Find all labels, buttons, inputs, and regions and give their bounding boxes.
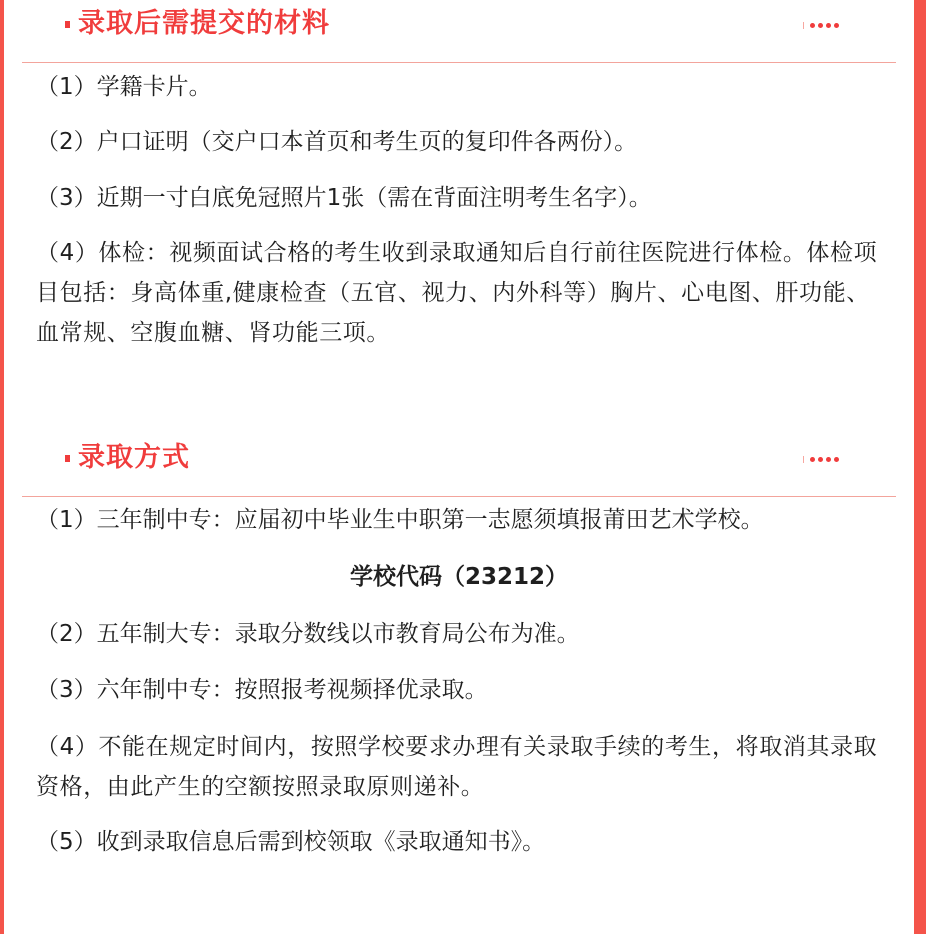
list-item: （4）不能在规定时间内，按照学校要求办理有关录取手续的考生，将取消其录取资格，由此产生的空额按照录取原则递补。 (36, 734, 878, 800)
dots-decoration-icon (803, 456, 842, 463)
list-item: （5）收到录取信息后需到校领取《录取通知书》。 (36, 829, 546, 855)
section-divider (22, 62, 896, 63)
list-item: （1）学籍卡片。 (36, 74, 212, 100)
school-code: 学校代码（23212） (349, 564, 569, 590)
dots-decoration-icon (803, 22, 842, 29)
page-border-right (914, 0, 926, 934)
list-item: （3）六年制中专：按照报考视频择优录取。 (36, 677, 488, 703)
title-marker-icon (65, 455, 70, 462)
section-title: 录取后需提交的材料 (78, 8, 330, 39)
section-title: 录取方式 (78, 442, 190, 473)
list-item: （2）户口证明（交户口本首页和考生页的复印件各两份）。 (36, 129, 638, 155)
list-item: （1）三年制中专：应届初中毕业生中职第一志愿须填报莆田艺术学校。 (36, 507, 764, 533)
list-item: （3）近期一寸白底免冠照片1张（需在背面注明考生名字）。 (36, 185, 652, 211)
page-border-left (0, 0, 4, 934)
section-header-admission (22, 438, 896, 478)
section-divider (22, 496, 896, 497)
list-item: （2）五年制大专：录取分数线以市教育局公布为准。 (36, 621, 580, 647)
title-marker-icon (65, 21, 70, 28)
list-item: （4）体检：视频面试合格的考生收到录取通知后自行前往医院进行体检。体检项目包括：身高体重,健康检查（五官、视力、内外科等）胸片、心电图、肝功能、血常规、空腹血糖、肾功能三项。 (36, 240, 878, 346)
section-header-materials (22, 4, 896, 44)
